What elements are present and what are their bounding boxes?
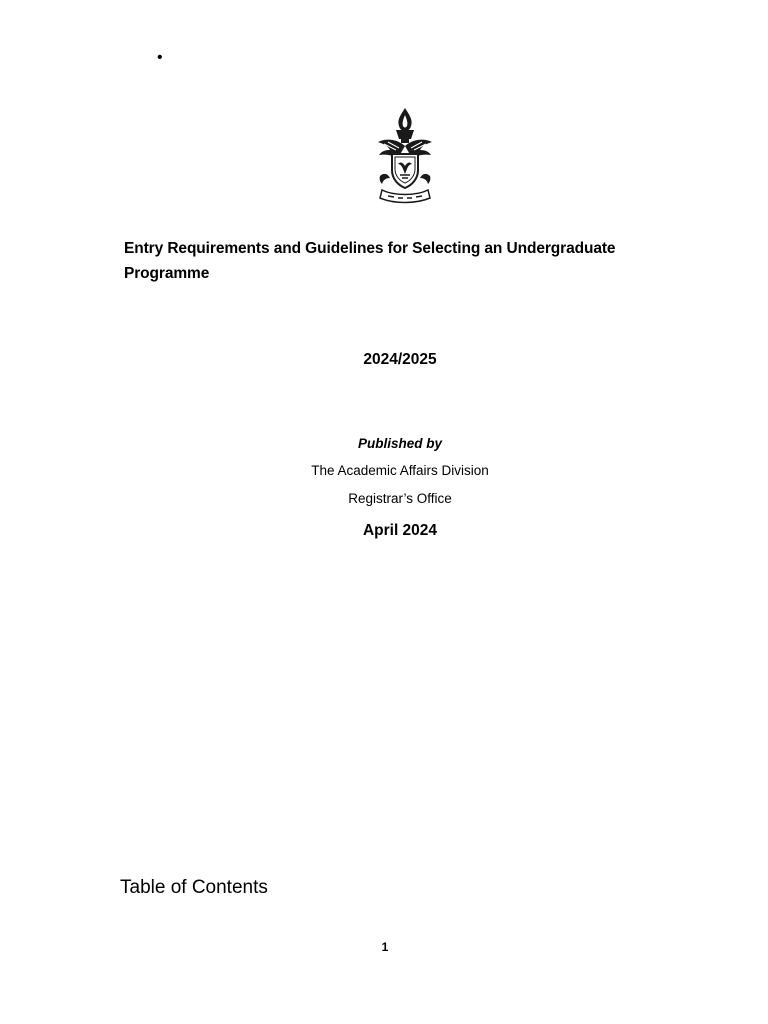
bullet-mark: • — [157, 49, 163, 66]
table-of-contents-heading: Table of Contents — [120, 877, 268, 898]
publication-date: April 2024 — [362, 522, 438, 539]
page-number: 1 — [381, 940, 389, 954]
publisher-division: The Academic Affairs Division — [311, 463, 489, 478]
document-title: Entry Requirements and Guidelines for Selecting an Undergraduate Programme — [124, 240, 616, 282]
published-by-label: Published by — [357, 436, 442, 451]
academic-year: 2024/2025 — [363, 351, 437, 368]
university-crest-icon — [372, 106, 438, 208]
publisher-office: Registrar’s Office — [348, 491, 452, 506]
